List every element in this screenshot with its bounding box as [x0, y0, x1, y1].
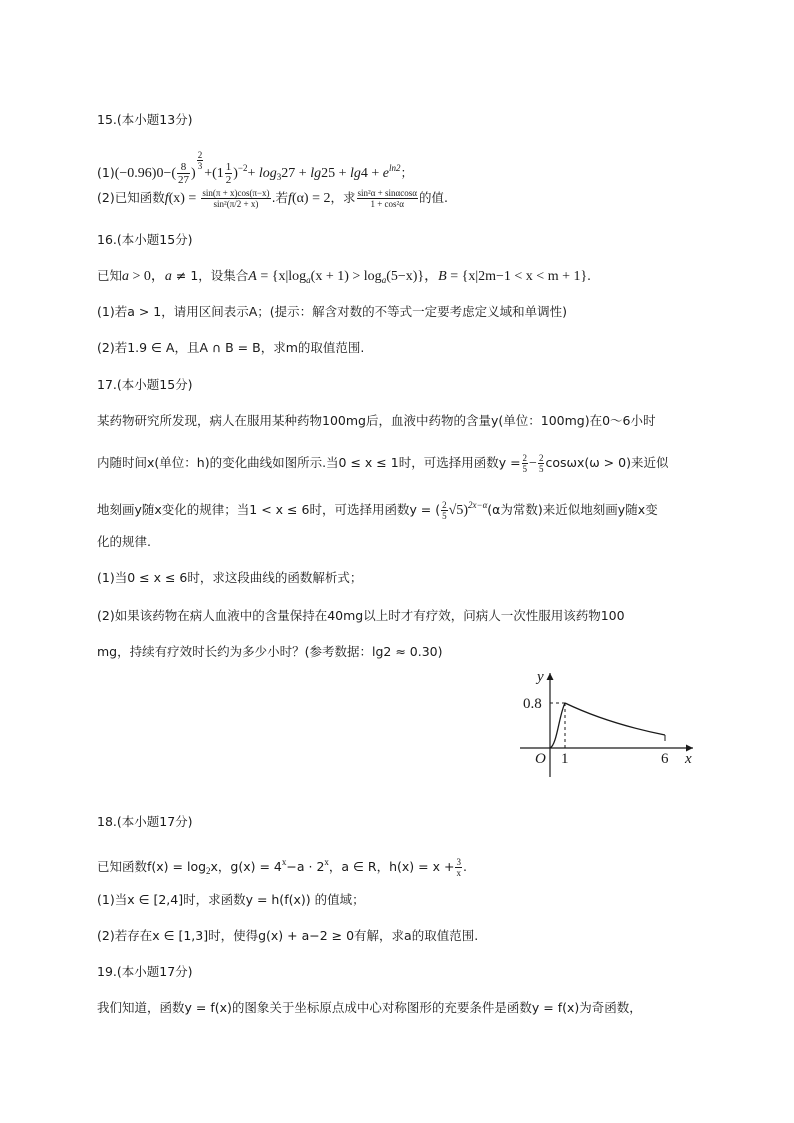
q17-frac-2-5-a: $\frac{2}{5}$	[522, 453, 528, 474]
q17-frac-2-5-b: $\frac{2}{5}$	[538, 453, 544, 474]
q16-part1: (1)若a > 1，请用区间表示A；(提示：解含对数的不等式一定要考虑定义域和单调性)	[97, 304, 568, 319]
q15-frac-1-2: $\frac{1}{2}$	[225, 161, 232, 186]
x-tick-1: 1	[561, 751, 569, 767]
q16-part2: (2)若1.9 ∈ A，且A ∩ B = B，求m的取值范围.	[97, 340, 365, 355]
q18-header: 18.(本小题17分)	[97, 814, 193, 829]
q18-part2: (2)若存在x ∈ [1,3]时，使得g(x) + a−2 ≥ 0有解，求a的取值范围.	[97, 928, 479, 943]
q15-p2-fraction2: $\frac{\text{sin²α + sinαcosα}}{\text{1 + cos²α}}$	[357, 188, 417, 209]
q15-part2: (2)已知函数f(x) = $\frac{\sin(\pi + x)\cos(\pi-x)}{\text{sin²(π/2 + x)}}$ .若f(α) = 2，求 $\frac{\text{sin²α + sinαcosα}}{\text{1 + cos²α}}$ 的值.	[97, 188, 448, 209]
q17-part2-b: mg，持续有疗效时长约为多少小时？(参考数据：lg2 ≈ 0.30)	[97, 644, 443, 659]
q19-header: 19.(本小题17分)	[97, 964, 193, 979]
q15-exp-2-3: $\frac{2}{3}$	[197, 150, 203, 171]
q15-frac-8-27: $\frac{8}{27}$	[178, 161, 190, 186]
q17-line3: 地刻画y随x变化的规律；当1 < x ≤ 6时，可选择用函数y = ( $\frac{2}{5}$ √5)$^{2x-\alpha}$(α为常数)来近似地刻画y随x变	[97, 500, 658, 521]
q17-line4: 化的规律.	[97, 534, 151, 549]
q15-p1-c: +(1	[204, 166, 224, 181]
q16-line1: 已知a > 0，a ≠ 1，设集合$A = \{x|\log_a(x + 1) > \log_a(5-x)\}$，B = {x|2m−1 < x < m + 1}.	[97, 268, 591, 285]
q15-p1-a: (−0.96)	[114, 166, 157, 181]
q17-line2: 内随时间x(单位：h)的变化曲线如图所示.当0 ≤ x ≤ 1时，可选择用函数y = $\frac{2}{5}$ − $\frac{2}{5}$ cosωx(ω > 0)来近似	[97, 453, 669, 474]
q15-header: 15.(本小题13分)	[97, 112, 193, 127]
origin-label: O	[535, 751, 546, 767]
q19-line1: 我们知道，函数y = f(x)的图象关于坐标原点成中心对称图形的充要条件是函数y = f(x)为奇函数，	[97, 1000, 642, 1015]
x-axis-label: x	[685, 751, 692, 767]
q15-part1: (1)(−0.96)0−( $\frac{8}{27}$ ) $\frac{2}{3}$ +(1 $\frac{1}{2}$ )$^{-2}+ \log_327 + \lg 25 + \lg 4 + e^{ln2}$；	[97, 150, 414, 186]
q18-frac-3-x: $\frac{3}{x}$	[456, 857, 461, 878]
x-tick-6: 6	[661, 751, 669, 767]
drug-concentration-graph	[515, 665, 700, 780]
q18-part1: (1)当x ∈ [2,4]时，求函数y = h(f(x)) 的值域；	[97, 892, 365, 907]
q16-header: 16.(本小题15分)	[97, 232, 193, 247]
q17-part1: (1)当0 ≤ x ≤ 6时，求这段曲线的函数解析式；	[97, 570, 363, 585]
q15-p2-fraction: $\frac{\sin(\pi + x)\cos(\pi-x)}{\text{sin²(π/2 + x)}}$	[202, 188, 270, 209]
rising-curve	[550, 703, 565, 748]
y-tick-label: 0.8	[523, 696, 542, 712]
q15-p1-label: (1)	[97, 165, 115, 180]
q17-frac-2-5-c: $\frac{2}{5}$	[442, 500, 447, 521]
q17-line1: 某药物研究所发现，病人在服用某种药物100mg后，血液中药物的含量y(单位：100mg)在0～6小时	[97, 413, 656, 428]
decaying-curve	[565, 703, 665, 735]
q15-p1-b: 0−(	[156, 166, 177, 181]
q17-header: 17.(本小题15分)	[97, 377, 193, 392]
y-axis-label: y	[537, 669, 544, 685]
q18-line1: 已知函数$f(x) = \log_2x$，$g(x) = 4^x-a \cdot 2^x$，a ∈ R，h(x) = x + $\frac{3}{x}$ .	[97, 857, 467, 878]
q17-part2-a: (2)如果该药物在病人血液中的含量保持在40mg以上时才有疗效，问病人一次性服用该药物100	[97, 608, 625, 623]
